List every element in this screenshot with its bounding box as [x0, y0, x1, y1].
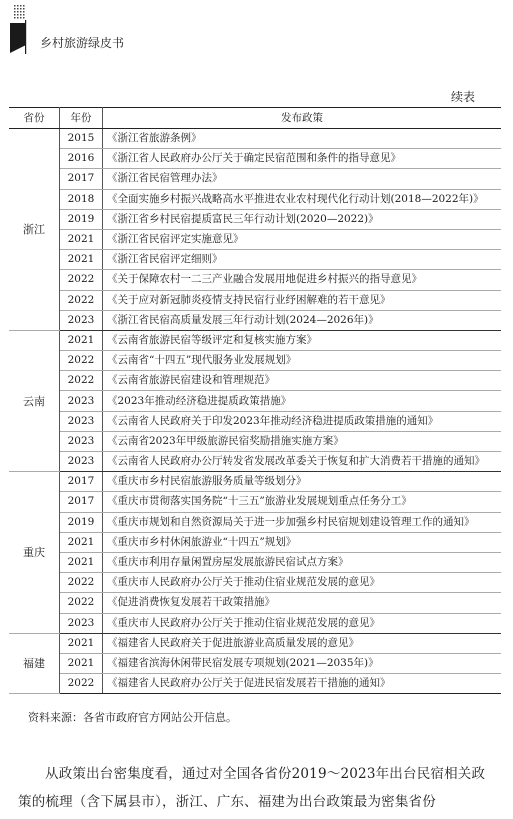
- table-row: [9, 229, 501, 249]
- policy-cell: 《福建省人民政府关于促进旅游业高质量发展的意见》: [103, 633, 502, 653]
- table-header-row: [9, 108, 501, 129]
- column-header-year: 年份: [60, 108, 103, 129]
- year-cell: 2023: [60, 431, 103, 451]
- table-row: [9, 452, 501, 472]
- year-cell: 2017: [60, 472, 103, 492]
- year-cell: 2022: [60, 290, 103, 310]
- table-row: [9, 411, 501, 431]
- table-row: [9, 391, 501, 411]
- policy-cell: 《2023年推动经济稳进提质政策措施》: [103, 391, 502, 411]
- table-row: [9, 371, 501, 391]
- province-cell: 浙江: [9, 129, 60, 331]
- year-cell: 2023: [60, 613, 103, 633]
- page-header: [0, 0, 513, 60]
- column-header-province: 省份: [9, 108, 60, 129]
- policy-cell: 《重庆市贯彻落实国务院“十三五”旅游业发展规划重点任务分工》: [103, 492, 502, 512]
- table-row: [9, 169, 501, 189]
- table-row: [9, 613, 501, 633]
- table-body: [9, 129, 501, 694]
- table-row: [9, 290, 501, 310]
- year-cell: 2021: [60, 250, 103, 270]
- table-row: [9, 270, 501, 290]
- source-note: 资料来源：各省市政府官方网站公开信息。: [28, 711, 237, 724]
- year-cell: 2019: [60, 209, 103, 229]
- column-header-policy: 发布政策: [103, 108, 502, 129]
- policy-cell: 《云南省旅游民宿建设和管理规范》: [103, 371, 502, 391]
- policy-cell: 《重庆市乡村休闲旅游业“十四五”规划》: [103, 532, 502, 552]
- table-row: [9, 310, 501, 330]
- year-cell: 2023: [60, 452, 103, 472]
- province-cell: 福建: [9, 633, 60, 694]
- table-row: [9, 129, 501, 149]
- table-row: [9, 189, 501, 209]
- table-row: [9, 532, 501, 552]
- table-row: [9, 552, 501, 572]
- year-cell: 2021: [60, 330, 103, 350]
- year-cell: 2023: [60, 411, 103, 431]
- policy-cell: 《浙江省民宿管理办法》: [103, 169, 502, 189]
- table-row: [9, 250, 501, 270]
- policy-cell: 《云南省旅游民宿等级评定和复核实施方案》: [103, 330, 502, 350]
- policy-cell: 《关于保障农村一二三产业融合发展用地促进乡村振兴的指导意见》: [103, 270, 502, 290]
- policy-cell: 《云南省人民政府关于印发2023年推动经济稳进提质政策措施的通知》: [103, 411, 502, 431]
- year-cell: 2023: [60, 391, 103, 411]
- year-cell: 2022: [60, 593, 103, 613]
- year-cell: 2017: [60, 169, 103, 189]
- table-row: [9, 573, 501, 593]
- policy-cell: 《重庆市规划和自然资源局关于进一步加强乡村民宿规划建设管理工作的通知》: [103, 512, 502, 532]
- policy-cell: 《关于应对新冠肺炎疫情支持民宿行业纾困解难的若干意见》: [103, 290, 502, 310]
- policy-cell: 《云南省“十四五”现代服务业发展规划》: [103, 351, 502, 371]
- table-row: [9, 472, 501, 492]
- policy-cell: 《重庆市人民政府办公厅关于推动住宿业规范发展的意见》: [103, 573, 502, 593]
- policy-cell: 《浙江省民宿评定细则》: [103, 250, 502, 270]
- policy-cell: 《福建省滨海休闲带民宿发展专项规划(2021—2035年)》: [103, 653, 502, 673]
- year-cell: 2021: [60, 633, 103, 653]
- policy-cell: 《浙江省旅游条例》: [103, 129, 502, 149]
- policy-cell: 《重庆市乡村民宿旅游服务质量等级划分》: [103, 472, 502, 492]
- policy-cell: 《福建省人民政府办公厅关于促进民宿发展若干措施的通知》: [103, 674, 502, 694]
- year-cell: 2021: [60, 552, 103, 572]
- policy-cell: 《重庆市人民政府办公厅关于推动住宿业规范发展的意见》: [103, 613, 502, 633]
- book-title: 乡村旅游绿皮书: [40, 36, 125, 50]
- policy-cell: 《云南省人民政府办公厅转发省发展改革委关于恢复和扩大消费若干措施的通知》: [103, 452, 502, 472]
- table-row: [9, 330, 501, 350]
- table-row: [9, 512, 501, 532]
- policy-cell: 《重庆市利用存量闲置房屋发展旅游民宿试点方案》: [103, 552, 502, 572]
- table-row: [9, 351, 501, 371]
- year-cell: 2021: [60, 653, 103, 673]
- province-cell: 云南: [9, 330, 60, 471]
- table-row: [9, 633, 501, 653]
- year-cell: 2018: [60, 189, 103, 209]
- year-cell: 2022: [60, 371, 103, 391]
- table-row: [9, 492, 501, 512]
- policy-cell: 《浙江省民宿高质量发展三年行动计划(2024—2026年)》: [103, 310, 502, 330]
- table-row: [9, 674, 501, 694]
- table-row: [9, 149, 501, 169]
- province-cell: 重庆: [9, 472, 60, 634]
- year-cell: 2021: [60, 532, 103, 552]
- year-cell: 2019: [60, 512, 103, 532]
- policy-cell: 《促进消费恢复发展若干政策措施》: [103, 593, 502, 613]
- year-cell: 2015: [60, 129, 103, 149]
- policy-cell: 《云南省2023年甲级旅游民宿奖励措施实施方案》: [103, 431, 502, 451]
- policy-cell: 《浙江省民宿评定实施意见》: [103, 229, 502, 249]
- table-row: [9, 209, 501, 229]
- policy-table: [9, 107, 501, 694]
- table-row: [9, 431, 501, 451]
- year-cell: 2022: [60, 351, 103, 371]
- year-cell: 2023: [60, 310, 103, 330]
- year-cell: 2016: [60, 149, 103, 169]
- table-row: [9, 593, 501, 613]
- policy-cell: 《浙江省人民政府办公厅关于确定民宿范围和条件的指导意见》: [103, 149, 502, 169]
- year-cell: 2022: [60, 674, 103, 694]
- body-paragraph: 从政策出台密集度看，通过对全国各省份2019～2023年出台民宿相关政策的梳理（含下属县市），浙江、广东、福建为出台政策最为密集省份: [18, 766, 486, 810]
- continued-label: 续表: [450, 90, 475, 104]
- year-cell: 2022: [60, 270, 103, 290]
- policy-cell: 《全面实施乡村振兴战略高水平推进农业农村现代化行动计划(2018—2022年)》: [103, 189, 502, 209]
- table-row: [9, 653, 501, 673]
- year-cell: 2022: [60, 573, 103, 593]
- book-logo-icon: [6, 4, 32, 54]
- year-cell: 2021: [60, 229, 103, 249]
- year-cell: 2017: [60, 492, 103, 512]
- policy-cell: 《浙江省乡村民宿提质富民三年行动计划(2020—2022)》: [103, 209, 502, 229]
